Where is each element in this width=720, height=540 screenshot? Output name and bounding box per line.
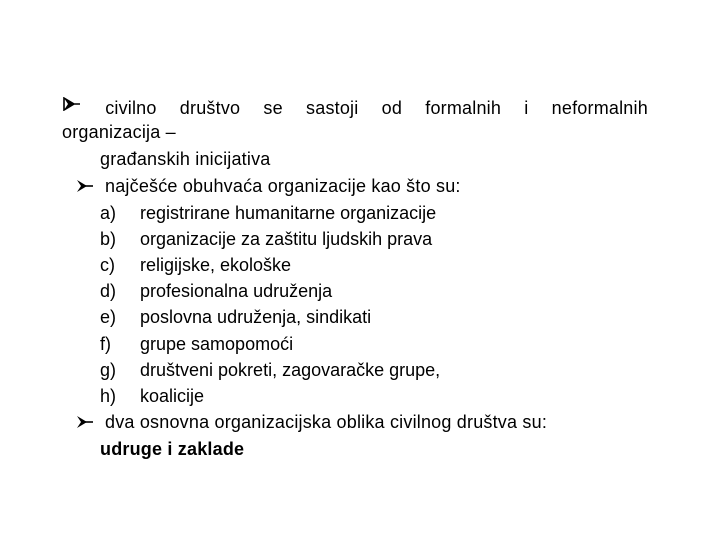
bullet-3-emphasis: udruge i zaklade: [100, 439, 245, 459]
list-item-text: koalicije: [140, 386, 205, 406]
arrow-bullet-icon: [75, 415, 95, 429]
list-item-letter: c): [100, 255, 115, 275]
bullet-1-word: od: [381, 98, 403, 118]
list-item-letter: e): [100, 307, 117, 327]
list-item-text: registrirane humanitarne organizacije: [140, 203, 437, 223]
bullet-1-line-1: [62, 97, 648, 119]
list-item-text: društveni pokreti, zagovaračke grupe,: [140, 360, 441, 380]
bullet-2-text: najčešće obuhvaća organizacije kao što su:: [105, 176, 461, 196]
arrow-bullet-icon: [62, 97, 82, 111]
bullet-2: [75, 175, 461, 197]
list-item-letter: h): [100, 386, 117, 406]
arrow-bullet-icon: [75, 179, 95, 193]
list-item-letter: b): [100, 229, 117, 249]
list-item-text: organizacije za zaštitu ljudskih prava: [140, 229, 433, 249]
list-item-letter: a): [100, 203, 117, 223]
list-item-letter: d): [100, 281, 117, 301]
list-item-text: grupe samopomoći: [140, 334, 294, 354]
list-item-text: religijske, ekološke: [140, 255, 292, 275]
bullet-1-word: se: [263, 98, 283, 118]
list-item-text: profesionalna udruženja: [140, 281, 333, 301]
list-item-text: poslovna udruženja, sindikati: [140, 307, 372, 327]
bullet-1-word: sastoji: [306, 98, 359, 118]
bullet-1-word: formalnih: [425, 98, 502, 118]
bullet-1-line-3: građanskih inicijativa: [100, 149, 271, 169]
bullet-1-line-2: organizacija –: [62, 122, 176, 142]
bullet-1-word: društvo: [179, 98, 241, 118]
bullet-1-word: neformalnih: [551, 98, 648, 118]
bullet-3: [75, 411, 547, 433]
list-item-letter: f): [100, 334, 111, 354]
bullet-3-text: dva osnovna organizacijska oblika civilnog društva su:: [105, 412, 548, 432]
bullet-1-word: i: [524, 98, 529, 118]
list-item-letter: g): [100, 360, 117, 380]
bullet-1-word: civilno: [105, 98, 157, 118]
